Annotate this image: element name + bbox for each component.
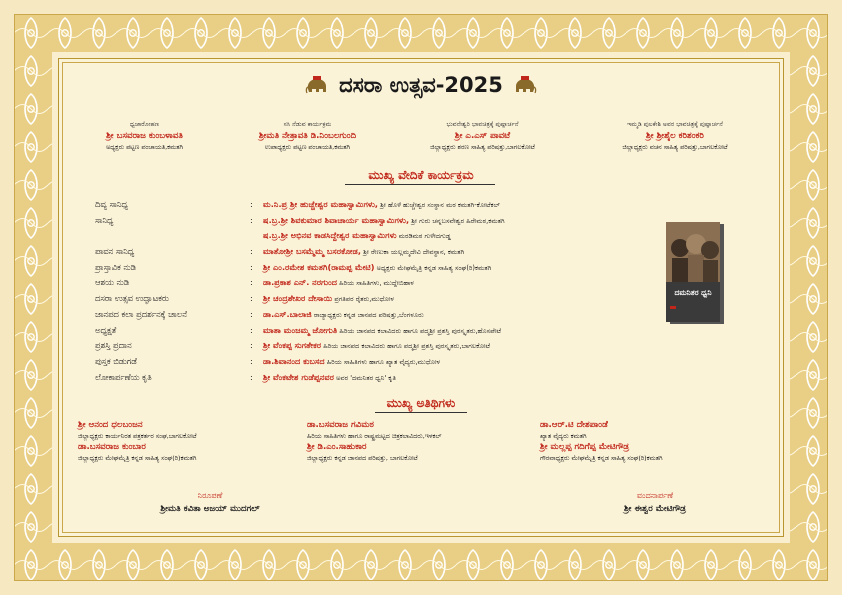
vote-of-thanks-name: ಶ್ರೀ ಈಶ್ವರ ಮೇಟಿಗೌಡ್ರ bbox=[623, 504, 687, 514]
main-stage-heading: ಮುಖ್ಯ ವೇದಿಕೆ ಕಾರ್ಯಕ್ರಮ bbox=[368, 168, 474, 182]
program-desc: ಶ್ರೀ ಹೊಳೆ ಹುಚ್ಚೇಶ್ವರ ಸಂಸ್ಥಾನ ಮಠ ಕಮತಗಿ-ಕೋಟೆಕಲ್ bbox=[378, 201, 500, 209]
guest-designation: ಜಿಲ್ಲಾಧ್ಯಕ್ಷರು ಕನ್ನಡ ಜಾನಪದ ಪರಿಷತ್ತು, ಬಾಗಲಕೋಟೆ bbox=[307, 454, 418, 462]
guest-name: ಡಾ.ಬಸವರಾಜ ಗವಿಮಠ bbox=[307, 420, 374, 430]
top-guest-4 bbox=[575, 120, 775, 152]
program-label: ಸಾನಿಧ್ಯ bbox=[95, 214, 114, 225]
guest-designation: ಜಿಲ್ಲಾಧ್ಯಕ್ಷರು ಶರಣ ಸಾಹಿತ್ಯ ಪರಿಷತ್ತು,ಬಾಗಲಕೋಟೆ bbox=[430, 143, 535, 151]
guest-designation: ಖ್ಯಾತ ವೈದ್ಯರು ಕಮತಗಿ bbox=[540, 432, 587, 440]
guest-name: ಶ್ರೀ ಶ್ರೀಶೈಲ ಕರಿಶಂಕರಿ bbox=[646, 131, 704, 141]
program-name: ಡಾ.ಶಿವಾನಂದ ಕುಬಸದ bbox=[263, 355, 325, 366]
program-row bbox=[95, 307, 655, 323]
program-row bbox=[95, 323, 655, 339]
chief-guest-6 bbox=[540, 441, 778, 463]
program-name: ಮಾತಾ ಮಂಜಮ್ಮ ಜೋಗುತಿ bbox=[263, 324, 338, 335]
program-row bbox=[95, 260, 655, 276]
program-name: ಮಾತೋಶ್ರೀ ಬಸಮ್ಮೆಮ್ಮ ಬಸರಕೋಡ, bbox=[263, 246, 361, 257]
guest-role: ಸಸಿ ನೆಡುವ ಕಾರ್ಯಕ್ರಮ bbox=[283, 121, 332, 128]
colon: : bbox=[250, 214, 253, 225]
guest-name: ಶ್ರೀ ಎ.ಎಸ್ ಪಾವಟೆ bbox=[454, 131, 511, 141]
guest-role: ಇಮ್ಮಡಿ ಪುಲಕೇಶಿ ಅವರ ಭಾವಚಿತ್ರಕ್ಕೆ ಪುಷ್ಪಾರ್ಚನೆ bbox=[627, 121, 723, 128]
guest-name: ಡಾ.ಬಸವರಾಜ ಕುಂಬಾರ bbox=[78, 442, 146, 452]
book-cover-image bbox=[666, 222, 726, 326]
chief-guest-2 bbox=[78, 441, 308, 463]
vote-of-thanks-role: ವಂದನಾರ್ಪಣೆ bbox=[636, 491, 674, 500]
colon: : bbox=[250, 355, 253, 366]
guest-role: ಧ್ವಜಾರೋಹಣ bbox=[129, 121, 160, 128]
chief-guest-5 bbox=[540, 419, 778, 441]
top-guest-3 bbox=[390, 120, 575, 152]
program-label: ಪಾವನ ಸಾನಿಧ್ಯ bbox=[95, 246, 135, 257]
program-desc: ಅಧ್ಯಕ್ಷರು ಮೇಘಮೈತ್ರಿ ಕನ್ನಡ ಸಾಹಿತ್ಯ ಸಂಘ(ರಿ)ಕಮತಗಿ bbox=[374, 263, 492, 272]
chief-guest-4 bbox=[307, 441, 557, 463]
program-label: ಲೋಕಾರ್ಪಣೆಯ ಕೃತಿ bbox=[95, 371, 152, 382]
colon: : bbox=[250, 261, 253, 272]
guest-designation: ಅಧ್ಯಕ್ಷರು ಪಟ್ಟಣ ಪಂಚಾಯತಿ,ಕಮತಗಿ bbox=[105, 143, 184, 151]
colon: : bbox=[250, 293, 253, 304]
program-name: ಡಾ.ಎಸ್.ಬಾಲಾಜಿ bbox=[263, 308, 312, 319]
program-desc: ಹಿರಿಯ ಸಾಹಿತಿಗಳು, ಮುದ್ದೇಬಿಹಾಳ bbox=[337, 279, 414, 288]
program-label: ಪ್ರಶಸ್ತಿ ಪ್ರದಾನ bbox=[95, 340, 132, 351]
elephant-icon bbox=[305, 75, 329, 95]
program-label: ಪುಸ್ತಕ ಬಿಡುಗಡೆ bbox=[95, 355, 137, 366]
program-desc: ಶ್ರೀ ರೇಣುಕಾ ಯಲ್ಲಮ್ಮದೇವಿ ದೇವಸ್ಥಾನ, ಕಮತಗಿ bbox=[361, 248, 465, 257]
program-label: ಜಾನಪದ ಕಲಾ ಪ್ರದರ್ಶನಕ್ಕೆ ಚಾಲನೆ bbox=[95, 308, 188, 319]
program-label: ಪ್ರಾಸ್ತಾವಿಕ ನುಡಿ bbox=[95, 261, 136, 272]
colon: : bbox=[250, 340, 253, 351]
title-row bbox=[0, 70, 842, 100]
program-row bbox=[95, 338, 655, 354]
colon: : bbox=[250, 371, 253, 382]
colon: : bbox=[250, 246, 253, 257]
guest-name: ಶ್ರೀ ಮಲ್ಲಪ್ಪ ಗದಿಗೆಪ್ಪ ಮೇಟಿಗೌಡ್ರ bbox=[540, 442, 630, 452]
colon: : bbox=[250, 277, 253, 288]
compere-block bbox=[110, 490, 310, 516]
program-row bbox=[95, 354, 655, 370]
program-desc: ಹಿರಿಯ ಜಾನಪದ ಕಲಾವಿದರು ಹಾಗೂ ಪದ್ಮಶ್ರೀ ಪ್ರಶಸ್ತಿ ಪುರಸ್ಕೃತರು,ಹೊಸಪೇಟೆ bbox=[337, 326, 502, 335]
page-title: ದಸರಾ ಉತ್ಸವ-2025 bbox=[339, 72, 503, 97]
program-name: ಡಾ.ಪ್ರಕಾಶ ಎನ್. ನರಗುಂದ bbox=[263, 277, 337, 288]
program-row bbox=[95, 275, 655, 291]
program-desc: ಹಿರಿಯ ಜಾನಪದ ಕಲಾವಿದರು ಹಾಗೂ ಪದ್ಮಶ್ರೀ ಪ್ರಶಸ್ತಿ ಪುರಸ್ಕೃತರು,ಬಾಗಲಕೋಟೆ bbox=[321, 342, 491, 351]
elephant-icon bbox=[513, 75, 537, 95]
guest-designation: ಉಪಾಧ್ಯಕ್ಷರು ಪಟ್ಟಣ ಪಂಚಾಯತಿ,ಕಮತಗಿ bbox=[264, 143, 351, 151]
vote-of-thanks-block bbox=[555, 490, 755, 516]
program-row bbox=[95, 228, 655, 244]
program-row bbox=[95, 213, 655, 229]
guest-designation: ಜಿಲ್ಲಾಧ್ಯಕ್ಷರು ಮೇಘಮೈತ್ರಿ ಕನ್ನಡ ಸಾಹಿತ್ಯ ಸಂಘ(ರಿ)ಕಮತಗಿ bbox=[78, 454, 197, 462]
program-label: ಆಶಯ ನುಡಿ bbox=[95, 277, 130, 288]
guest-name: ಶ್ರೀ ಬಸವರಾಜ ಕುಂಬಳಾವತಿ bbox=[106, 131, 183, 141]
program-desc: ಮರಡಿಮಠ ಗುಳೇದಗುಡ್ಡ bbox=[396, 232, 451, 241]
program-name: ಷ.ಬ್ರ.ಶ್ರೀ ಶಿವಕುಮಾರ ಶಿವಾಚಾರ್ಯ ಮಹಾಸ್ವಾಮಿಗಳು, bbox=[263, 214, 410, 225]
program-name: ಷ.ಬ್ರ.ಶ್ರೀ ಅಭಿನವ ಕಾಡಸಿದ್ದೇಶ್ವರ ಮಹಾಸ್ವಾಮಿಗಳು bbox=[263, 230, 397, 241]
colon: : bbox=[250, 199, 253, 209]
chief-guest-1 bbox=[78, 419, 308, 441]
colon: : bbox=[250, 324, 253, 335]
guest-role: ಭುವನೇಶ್ವರಿ ಭಾವಚಿತ್ರಕ್ಕೆ ಪುಷ್ಪಾರ್ಚನೆ bbox=[446, 121, 519, 128]
program-desc: ಶ್ರೀ ಗುರು ಚನ್ನಬಸವೇಶ್ವರ ಹಿರೇಮಠ,ಕಮತಗಿ bbox=[409, 216, 505, 225]
top-guest-1 bbox=[62, 120, 227, 152]
program-desc: ರಾಜ್ಯಾಧ್ಯಕ್ಷರು ಕನ್ನಡ ಜಾನಪದ ಪರಿಷತ್ತು,ಬೆಂಗಳೂರು bbox=[311, 310, 424, 319]
colon: : bbox=[250, 308, 253, 319]
guest-name: ಶ್ರೀಮತಿ ನೇತ್ರಾವತಿ ಡಿ.ನಿಂಬಲಗುಂದಿ bbox=[258, 131, 357, 141]
guest-designation: ಗೌರವಾಧ್ಯಕ್ಷರು ಮೇಘಮೈತ್ರಿ ಕನ್ನಡ ಸಾಹಿತ್ಯ ಸಂಘ(ರಿ)ಕಮತಗಿ bbox=[540, 454, 663, 462]
guest-designation: ಜಿಲ್ಲಾಧ್ಯಕ್ಷರು ಕಾರ್ಯನಿರತ ಪತ್ರಕರ್ತರ ಸಂಘ,ಬಾಗಲಕೋಟೆ bbox=[78, 432, 197, 440]
program-label: ದಿವ್ಯ ಸಾನಿಧ್ಯ bbox=[95, 199, 128, 209]
program-desc: ಹಿರಿಯ ಸಾಹಿತಿಗಳು ಹಾಗೂ ಖ್ಯಾತ ವೈದ್ಯರು,ಮುಧೋಳ bbox=[324, 357, 441, 366]
compere-role: ನಿರೂಪಣೆ bbox=[197, 491, 223, 500]
program-desc: ಅವರ 'ದಮನಿತರ ಧ್ವನಿ' ಕೃತಿ bbox=[333, 373, 396, 382]
program-row bbox=[95, 370, 655, 386]
compere-name: ಶ್ರೀಮತಿ ಕವಿತಾ ಅಜಯ್ ಮುದಗಲ್ bbox=[160, 504, 260, 514]
heading-underline bbox=[345, 184, 495, 185]
chief-guest-3 bbox=[307, 419, 557, 441]
top-guest-2 bbox=[225, 120, 390, 152]
program-name: ಶ್ರೀ ವೆಂಕಟೇಶ ಗುಡೆಪ್ಪನವರ bbox=[263, 371, 334, 382]
program-name: ಶ್ರೀ ಎಂ.ರಮೇಶ ಕಮತಗಿ(ರಾಮಪ್ಪ ಮೇಟಿ) bbox=[263, 261, 375, 272]
program-label: ಅಧ್ಯಕ್ಷತೆ bbox=[95, 324, 117, 335]
program-row bbox=[95, 197, 655, 213]
program-row bbox=[95, 244, 655, 260]
guest-name: ಡಾ.ಆರ್.ಟಿ ದೇಶಪಾಂಡೆ bbox=[540, 420, 608, 430]
program-name: ಶ್ರೀ ಚಂದ್ರಶೇಖರ ದೇಸಾಯಿ bbox=[263, 293, 333, 304]
guest-name: ಶ್ರೀ ಡಿ.ಎಂ.ಸಾಹುಕಾರ bbox=[307, 442, 367, 452]
program-desc: ಪ್ರಗತಿಪರ ರೈತರು,ಮುಧೋಳ bbox=[332, 295, 394, 304]
program-label: ದಸರಾ ಉತ್ಸವ ಉದ್ಘಾಟಕರು bbox=[95, 293, 169, 304]
book-title: ದಮನಿತರ ಧ್ವನಿ bbox=[674, 288, 712, 297]
program-row bbox=[95, 291, 655, 307]
chief-guests-heading: ಮುಖ್ಯ ಅತಿಥಿಗಳು bbox=[386, 396, 456, 410]
program-name: ಶ್ರೀ ವೆಂಕಪ್ಪ ಸುಗತೇಕರ bbox=[263, 340, 322, 351]
program-list bbox=[95, 197, 655, 385]
guest-designation: ಹಿರಿಯ ಸಾಹಿತಿಗಳು ಹಾಗೂ ರಾಷ್ಟ್ರಮಟ್ಟದ ಚಿತ್ರಕಲಾವಿದರು,ಇಳಕಲ್ bbox=[307, 432, 442, 440]
guest-name: ಶ್ರೀ ಆನಂದ ಧಲಬಂಜನ bbox=[78, 420, 143, 430]
program-name: ಮ.ನಿ.ಪ್ರ ಶ್ರೀ ಹುಚ್ಚೇಶ್ವರ ಮಹಾಸ್ವಾಮಿಗಳು, bbox=[263, 199, 379, 209]
guest-designation: ಜಿಲ್ಲಾಧ್ಯಕ್ಷರು ವಚನ ಸಾಹಿತ್ಯ ಪರಿಷತ್ತು,ಬಾಗಲಕೋಟೆ bbox=[622, 143, 728, 151]
heading-underline bbox=[375, 412, 467, 413]
